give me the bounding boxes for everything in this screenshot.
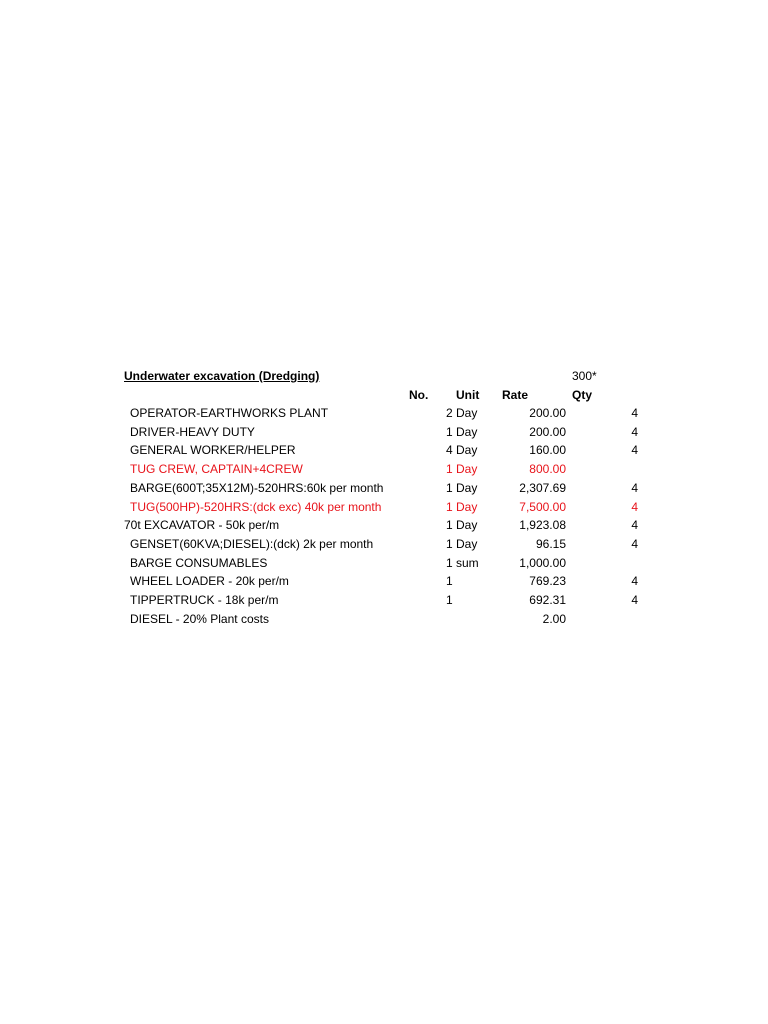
row-qty: 4 [631,406,638,420]
row-qty: 4 [631,574,638,589]
row-description: TIPPERTRUCK - 18k per/m [130,593,279,607]
table-row [0,404,768,422]
column-header-rate: Rate [502,388,529,402]
row-unit: 1 [446,593,453,607]
quantity-header: 300* [572,369,597,383]
row-qty: 4 [631,536,638,551]
table-row [0,516,768,534]
row-qty: 4 [631,480,638,495]
row-unit: 1 sum [446,555,479,570]
row-rate: 96.15 [535,536,566,551]
row-description: TUG CREW, CAPTAIN+4CREW [130,462,303,477]
row-description: TUG(500HP)-520HRS:(dck exc) 40k per month [130,499,382,514]
row-unit: 1 Day [446,536,478,551]
row-qty: 4 [631,443,638,458]
table-row [0,423,768,441]
column-header-qty: Qty [572,388,593,402]
row-description: GENSET(60KVA;DIESEL):(dck) 2k per month [130,536,374,551]
row-description: DRIVER-HEAVY DUTY [130,424,255,439]
table-row [0,610,768,628]
table-row [0,479,768,497]
row-description: BARGE(600T;35X12M)-520HRS:60k per month [130,480,384,495]
row-unit: 1 [446,574,453,589]
row-qty: 4 [631,499,638,514]
row-description: OPERATOR-EARTHWORKS PLANT [130,406,329,420]
row-unit: 1 Day [446,518,478,533]
row-rate: 200.00 [529,406,566,420]
row-unit: 2 Day [446,406,478,420]
row-rate: 769.23 [529,574,566,589]
row-unit: 1 Day [446,424,478,439]
row-qty: 4 [631,593,638,607]
row-rate: 2.00 [542,611,566,626]
row-rate: 2,307.69 [519,480,566,495]
table-row [0,498,768,516]
sheet-title: Underwater excavation (Dredging) [124,369,320,383]
table-row [0,460,768,478]
row-description: 70t EXCAVATOR - 50k per/m [124,518,280,533]
table-row [0,572,768,590]
row-qty: 4 [631,424,638,439]
row-description: DIESEL - 20% Plant costs [130,611,269,626]
column-header-unit: Unit [456,388,480,402]
row-unit: 1 Day [446,480,478,495]
table-row [0,535,768,553]
row-rate: 160.00 [529,443,566,458]
row-rate: 200.00 [529,424,566,439]
row-rate: 800.00 [529,462,566,477]
row-unit: 4 Day [446,443,478,458]
table-row [0,441,768,459]
row-rate: 1,923.08 [519,518,566,533]
table-row [0,554,768,572]
row-description: BARGE CONSUMABLES [130,555,268,570]
row-unit: 1 Day [446,462,478,477]
row-rate: 692.31 [529,593,566,607]
row-description: WHEEL LOADER - 20k per/m [130,574,289,589]
row-description: GENERAL WORKER/HELPER [130,443,296,458]
row-rate: 7,500.00 [519,499,566,514]
row-qty: 4 [631,518,638,533]
row-rate: 1,000.00 [519,555,566,570]
column-header-no: No. [409,388,429,402]
table-row [0,591,768,609]
row-unit: 1 Day [446,499,478,514]
